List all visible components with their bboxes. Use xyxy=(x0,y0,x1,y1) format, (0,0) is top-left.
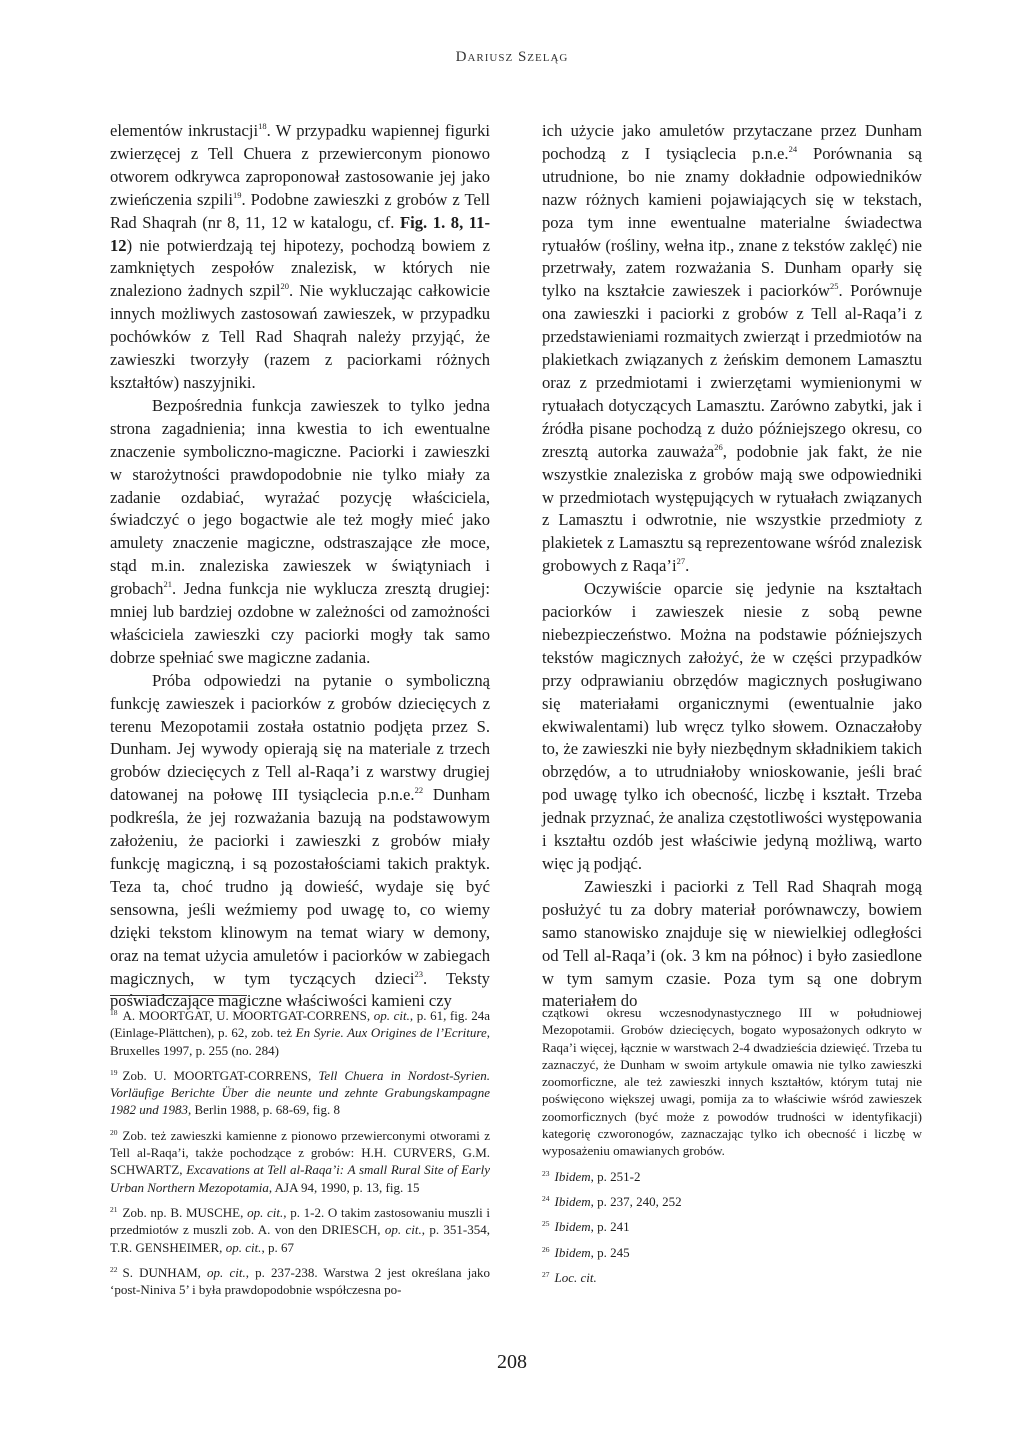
italic-run: En Syrie. Aux Origines de l’Ecriture xyxy=(295,1025,487,1041)
text-run: ich użycie jako amuletów przytaczane przez Dunham pochodzą z I tysiąclecia p.n.e. xyxy=(542,121,922,163)
footnote xyxy=(542,1165,922,1185)
italic-run: op. cit. xyxy=(225,1239,262,1255)
footnote-ref: 26 xyxy=(714,441,723,452)
footnote-number: 20 xyxy=(110,1127,118,1137)
body-column-left xyxy=(110,120,490,1013)
footnote-number: 23 xyxy=(542,1168,550,1178)
italic-run: op. cit. xyxy=(207,1264,246,1280)
footnote xyxy=(110,1004,490,1059)
text-run: Zob. np. B. MUSCHE, xyxy=(122,1204,248,1220)
italic-run: op. cit. xyxy=(247,1204,284,1220)
italic-run: Loc. cit. xyxy=(554,1269,597,1285)
paragraph xyxy=(542,120,922,578)
footnote xyxy=(542,1241,922,1261)
italic-run: Ibidem xyxy=(554,1244,591,1260)
footnote xyxy=(110,1124,490,1196)
text-run: Bezpośrednia funkcja zawieszek to tylko jedna strona zagadnienia; inna kwestia to ich ewentualne znaczenie symboliczno-magiczne. Paciorki i zawieszki w starożytności prawdopodobnie nie tylko miały za zadanie ozdabiać, wyrażać pozycję właściciela, świadczyć o jego bogactwie ale też mogły mieć jako amulety znaczenie magiczne, odstraszające złe moce, stąd m.in. znaleziska zawieszek w świątyniach i grobach xyxy=(110,395,490,599)
text-run: , p. 237-238. Warstwa 2 jest określana jako ‘post-Niniva 5’ i była prawdopodobnie współczesna po- xyxy=(110,1264,491,1298)
footnote-ref: 25 xyxy=(829,281,839,292)
header-author: Dariusz Szeląg xyxy=(455,49,569,65)
text-run: , p. 351-354, T.R. GENSHEIMER, xyxy=(110,1222,490,1255)
text-run: , p. 251-2 xyxy=(590,1168,641,1184)
footnote-separator xyxy=(110,995,247,996)
footnote xyxy=(542,1266,922,1286)
text-run: , p. 237, 240, 252 xyxy=(590,1193,682,1209)
footnote-number: 21 xyxy=(110,1204,118,1214)
paragraph xyxy=(110,120,490,395)
footnote-number: 27 xyxy=(542,1269,550,1279)
text-run: , p. 1-2. O takim zastosowaniu muszli i przedmiotów z muszli zob. A. von den DRIESCH, xyxy=(110,1204,490,1238)
text-run: , Bruxelles 1997, p. 255 (no. 284) xyxy=(110,1025,490,1058)
footnote-number: 25 xyxy=(542,1219,550,1229)
text-run: , p. 241 xyxy=(590,1219,630,1235)
text-run: . Porównuje ona zawieszki i paciorki z grobów z Tell al-Raqa’i z przedstawieniami rozmaitych zwierząt i przedmiotów na plakietkach związanych z żeńskim demonem Lamasztu oraz z przedmiotami i zwierzętami wymienionymi w rytuałach dotyczących Lamasztu. Zarówno zabytki, jak i źródła pisane pochodzą z dużo późniejszego okresu, co zresztą autorka zauważa xyxy=(542,281,922,461)
footnote-ref: 20 xyxy=(280,281,290,292)
footnote-ref: 27 xyxy=(676,556,686,567)
footnote xyxy=(110,1201,490,1256)
text-run: , Berlin 1988, p. 68-69, fig. 8 xyxy=(188,1102,341,1118)
paragraph xyxy=(110,670,490,1014)
text-run: ) nie potwierdzają tej hipotezy, pochodzą bowiem z zamkniętych zespołów znalezisk, w których nie znaleziono żadnych szpil xyxy=(110,235,490,301)
text-run: , AJA 94, 1990, p. 13, fig. 15 xyxy=(268,1179,420,1195)
text-run: . Teksty poświadczające magiczne właściwości kamieni czy xyxy=(110,968,490,1011)
italic-run: Tell Chuera in Nordost-Syrien. Vorläufige Berichte Über die neunte und zehnte Grabungskampagne 1982 und 1983 xyxy=(110,1067,490,1118)
italic-run: Ibidem xyxy=(554,1193,591,1209)
footnote-ref: 21 xyxy=(163,579,172,590)
footnote xyxy=(542,1215,922,1235)
text-run: S. DUNHAM, xyxy=(122,1264,208,1280)
footnote-number: 19 xyxy=(110,1067,118,1077)
text-run: . W przypadku wapiennej figurki zwierzęcej z Tell Chuera z przewierconym pionowo otworem odkrywca zaproponował zastosowanie jej jako zwieńczenia szpili xyxy=(110,121,490,209)
italic-run: Ibidem xyxy=(554,1168,591,1184)
footnote-continuation: czątkowi okresu wczesnodynastycznego III w południowej Mezopotamii. Grobów dziecięcych, bogato wyposażonych odkryto w Raqa’i więcej, łącznie w warstwach 2-4 dwadzieścia dziewięć. Trzeba tu zaznaczyć, że Dunham w swoim artykule omawia nie tylko zawieszki zoomorficzne, ale też zawieszki innych kształtów, którym tutaj nie poświęcono większej uwagi, pomija za to właściwie wśród zawieszek zoomorficznych (być może z powodów trudności w identyfikacji) kategorię czworonogów, zaznaczając tylko ich obecność i liczbę w wyposażeniu omawianych grobów. xyxy=(542,1005,922,1159)
footnote xyxy=(110,1064,490,1119)
footnote-number: 22 xyxy=(110,1264,118,1274)
footnotes-left xyxy=(110,1004,490,1303)
text-run: Próba odpowiedzi na pytanie o symboliczną funkcję zawieszek i paciorków z grobów dziecięcych z terenu Mezopotamii została ostatnio podjęta przez S. Dunham. Jej wywody opierają się na materiale z trzech grobów dziecięcych z Tell al-Raqa’i z warstwy drugiej datowanej na połowę III tysiąclecia p.n.e. xyxy=(110,670,490,805)
italic-run: op. cit. xyxy=(384,1222,422,1238)
page-number: 208 xyxy=(497,1351,527,1373)
text-run: , p. 61, fig. 24a (Einlage-Plättchen), p. 62, zob. też xyxy=(110,1008,490,1041)
text-run: , podobnie jak fakt, że nie wszystkie znaleziska z grobów mają swe odpowiedniki w przedmiotach występujących w rytuałach związanych z Lamasztu i odwrotnie, nie wszystkie przedmioty z plakietek z Lamasztu są reprezentowane wśród znalezisk grobowych z Raqa’i xyxy=(542,441,922,576)
paragraph: Zawieszki i paciorki z Tell Rad Shaqrah mogą posłużyć tu za dobry materiał porównawczy, bowiem samo stanowisko znajduje się w niewielkiej odległości od Tell al-Raqa’i (ok. 3 km na północ) i było zasiedlone w tym samym czasie. Poza tym są one dobrym materiałem do xyxy=(542,876,922,1011)
footnote-ref: 19 xyxy=(232,189,242,200)
text-run: Zob. U. MOORTGAT-CORRENS, xyxy=(122,1067,319,1083)
footnote-ref: 22 xyxy=(414,785,424,796)
footnote-number: 26 xyxy=(542,1244,550,1254)
text-run: Porównania są utrudnione, bo nie znamy dokładnie odpowiedników nazw różnych kamieni pojawiających się w tekstach, poza tym inne ewentualne materialne świadectwa rytuałów (rośliny, wełna itp., znane z tekstów zaklęć) nie przetrwały, zatem rozważania S. Dunham oparły się tylko na kształcie zawieszek i paciorków xyxy=(542,143,922,301)
footnote-ref: 18 xyxy=(258,121,267,131)
text-run: Zob. też zawieszki kamienne z pionowo przewierconymi otworami z Tell al-Raqa’i, także pochodzące z grobów: H.H. CURVERS, G.M. SCHWARTZ, xyxy=(110,1127,490,1178)
italic-run: Excavations at Tell al-Raqa’i: A small Rural Site of Early Urban Northern Mezopotamia xyxy=(110,1162,490,1195)
footnotes-right xyxy=(542,1004,922,1291)
footnote-ref: 23 xyxy=(414,968,424,979)
text-run: A. MOORTGAT, U. MOORTGAT-CORRENS, xyxy=(122,1008,374,1023)
footnote-number: 24 xyxy=(542,1193,550,1203)
paragraph xyxy=(110,395,490,670)
footnote xyxy=(542,1190,922,1210)
italic-run: Ibidem xyxy=(554,1219,591,1235)
text-run: . Podobne zawieszki z grobów z Tell Rad Shaqrah (nr 8, 11, 12 w katalogu, cf. xyxy=(110,189,491,232)
text-run: . xyxy=(685,556,690,576)
text-run: . Nie wykluczając całkowicie innych możliwych zastosowań zawieszek, w przypadku pochówków z Tell Rad Shaqrah należy przyjąć, że zawieszki tworzyły (razem z paciorkami różnych kształtów) naszyjniki. xyxy=(110,281,491,392)
text-run: . Jedna funkcja nie wyklucza zresztą drugiej: mniej lub bardziej ozdobne w zależności od zamożności właściciela zawieszki czy paciorki mogły tak samo dobrze spełniać swe magiczne zadania. xyxy=(110,579,490,667)
figure-reference: Fig. 1. 8, 11-12 xyxy=(110,212,490,255)
text-run: , p. 67 xyxy=(261,1239,294,1255)
footnote-ref: 24 xyxy=(788,143,798,154)
body-column-right xyxy=(542,120,922,1013)
text-run: Dunham podkreśla, że jej rozważania bazują na podstawowym założeniu, że paciorki i zawieszki z grobów miały funkcję magiczną, i są pozostałościami takich praktyk. Teza ta, choć trudno ją dowieść, wydaje się być sensowna, jeśli weźmiemy pod uwagę to, co wiemy dzięki tekstom klinowym na temat wiary w demony, oraz na temat użycia amuletów i paciorków w zabiegach magicznych, w tym tyczących dzieci xyxy=(110,785,490,988)
paragraph: Oczywiście oparcie się jedynie na kształtach paciorków i zawieszek niesie z sobą pewne niebezpieczeństwo. Można na podstawie późniejszych tekstów magicznych założyć, że w części przypadków przy odprawianiu obrzędów magicznych posługiwano się materiałami organicznymi (ewentualnie jako ekwiwalentami) lub wręcz tylko słowem. Oznaczałoby to, że zawieszki nie były niezbędnym składnikiem takich obrzędów, a to utrudniałoby wnioskowanie, jeśli brać pod uwagę tylko ich obecność, liczbę i kształt. Trzeba jednak przyznać, że analiza częstotliwości występowania i kształtu ozdób jest właściwie jedyną możliwą, warto więc ją podjąć. xyxy=(542,579,922,873)
footnote-number: 18 xyxy=(110,1008,118,1017)
italic-run: op. cit. xyxy=(373,1008,410,1023)
running-header xyxy=(0,49,1024,66)
text-run: , p. 245 xyxy=(590,1244,630,1260)
footnote xyxy=(110,1261,490,1299)
text-run: elementów inkrustacji xyxy=(110,121,259,140)
